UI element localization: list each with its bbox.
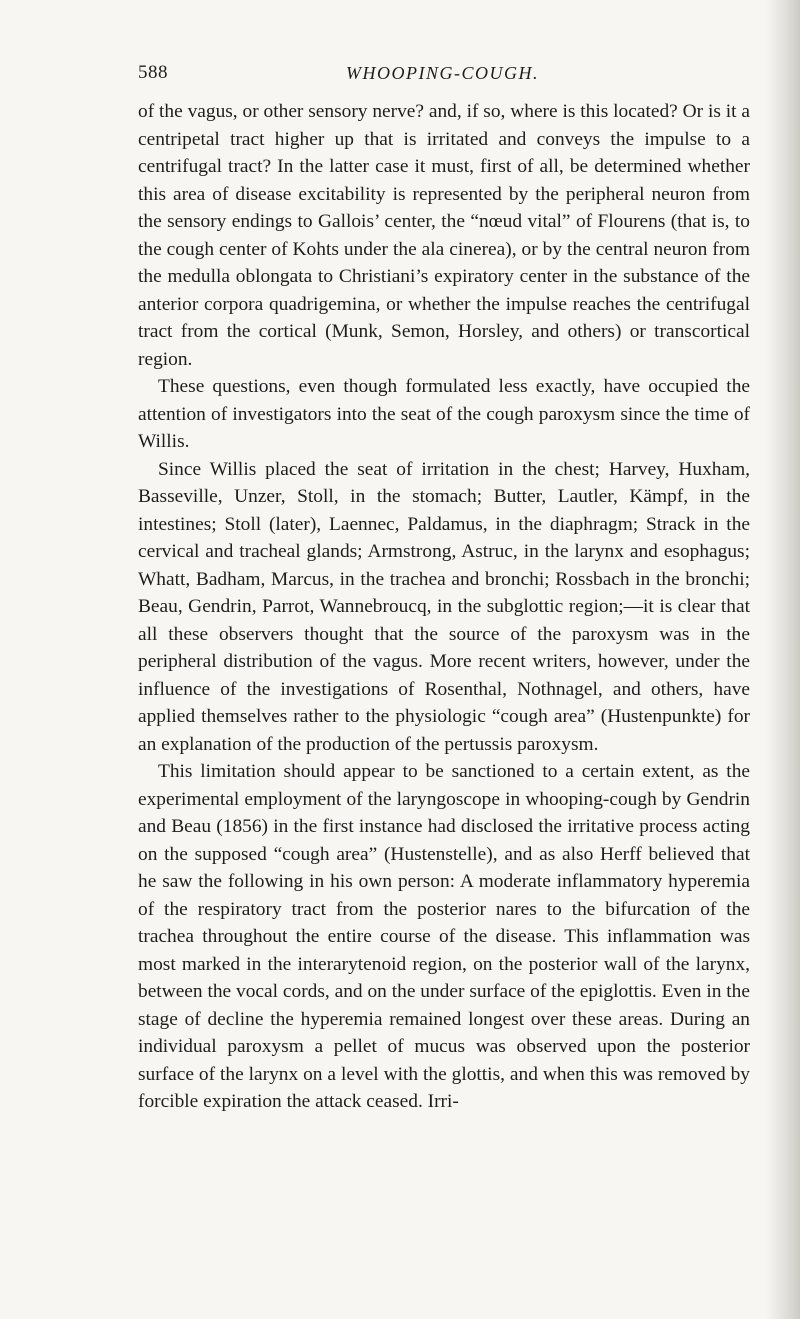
running-head <box>138 62 750 88</box>
page-number: 588 <box>138 62 168 83</box>
body-text <box>138 98 750 1116</box>
paragraph-1: of the vagus, or other sensory nerve? and, if so, where is this located? Or is it a centripetal tract higher up that is irritated and conveys the impulse to a centrifugal tract? In the latter case it must, first of all, be determined whether this area of disease excitability is represented by the peripheral neuron from the sensory endings to Gallois’ center, the “nœud vital” of Flourens (that is, to the cough center of Kohts under the ala cinerea), or by the central neuron from the medulla oblongata to Christiani’s expiratory center in the substance of the anterior corpora quadrigemina, or whether the impulse reaches the centrifugal tract from the cortical (Munk, Semon, Horsley, and others) or transcortical region. <box>138 101 750 370</box>
page-edge-shadow <box>766 0 800 1319</box>
paragraph-4: This limitation should appear to be sanctioned to a certain extent, as the experimental employment of the laryngoscope in whooping-cough by Gendrin and Beau (1856) in the first instance had disclosed the irritative process acting on the supposed “cough area” (Hustenstelle), and as also Herff believed that he saw the following in his own person: A moderate inflammatory hyperemia of the respiratory tract from the posterior nares to the bifurcation of the trachea throughout the entire course of the disease. This inflammation was most marked in the interarytenoid region, on the posterior wall of the larynx, between the vocal cords, and on the under surface of the epiglottis. Even in the stage of decline the hyperemia remained longest over these areas. During an individual paroxysm a pellet of mucus was observed upon the posterior surface of the larynx on a level with the glottis, and when this was removed by forcible expiration the attack ceased. Irri- <box>138 761 750 1112</box>
paragraph-3: Since Willis placed the seat of irritation in the chest; Harvey, Huxham, Basseville, Unzer, Stoll, in the stomach; Butter, Lautler, Kämpf, in the intestines; Stoll (later), Laennec, Paldamus, in the diaphragm; Strack in the cervical and tracheal glands; Armstrong, Astruc, in the larynx and esophagus; Whatt, Badham, Marcus, in the trachea and bronchi; Rossbach in the bronchi; Beau, Gendrin, Parrot, Wannebroucq, in the subglottic region;—it is clear that all these observers thought that the source of the paroxysm was in the peripheral distribution of the vagus. More recent writers, however, under the influence of the investigations of Rosenthal, Nothnagel, and others, have applied themselves rather to the physiologic “cough area” (Hustenpunkte) for an explanation of the production of the pertussis paroxysm. <box>138 458 750 755</box>
running-title: WHOOPING-COUGH. <box>346 63 539 83</box>
paragraph-2: These questions, even though formulated less exactly, have occupied the attention of investigators into the seat of the cough paroxysm since the time of Willis. <box>138 376 750 452</box>
